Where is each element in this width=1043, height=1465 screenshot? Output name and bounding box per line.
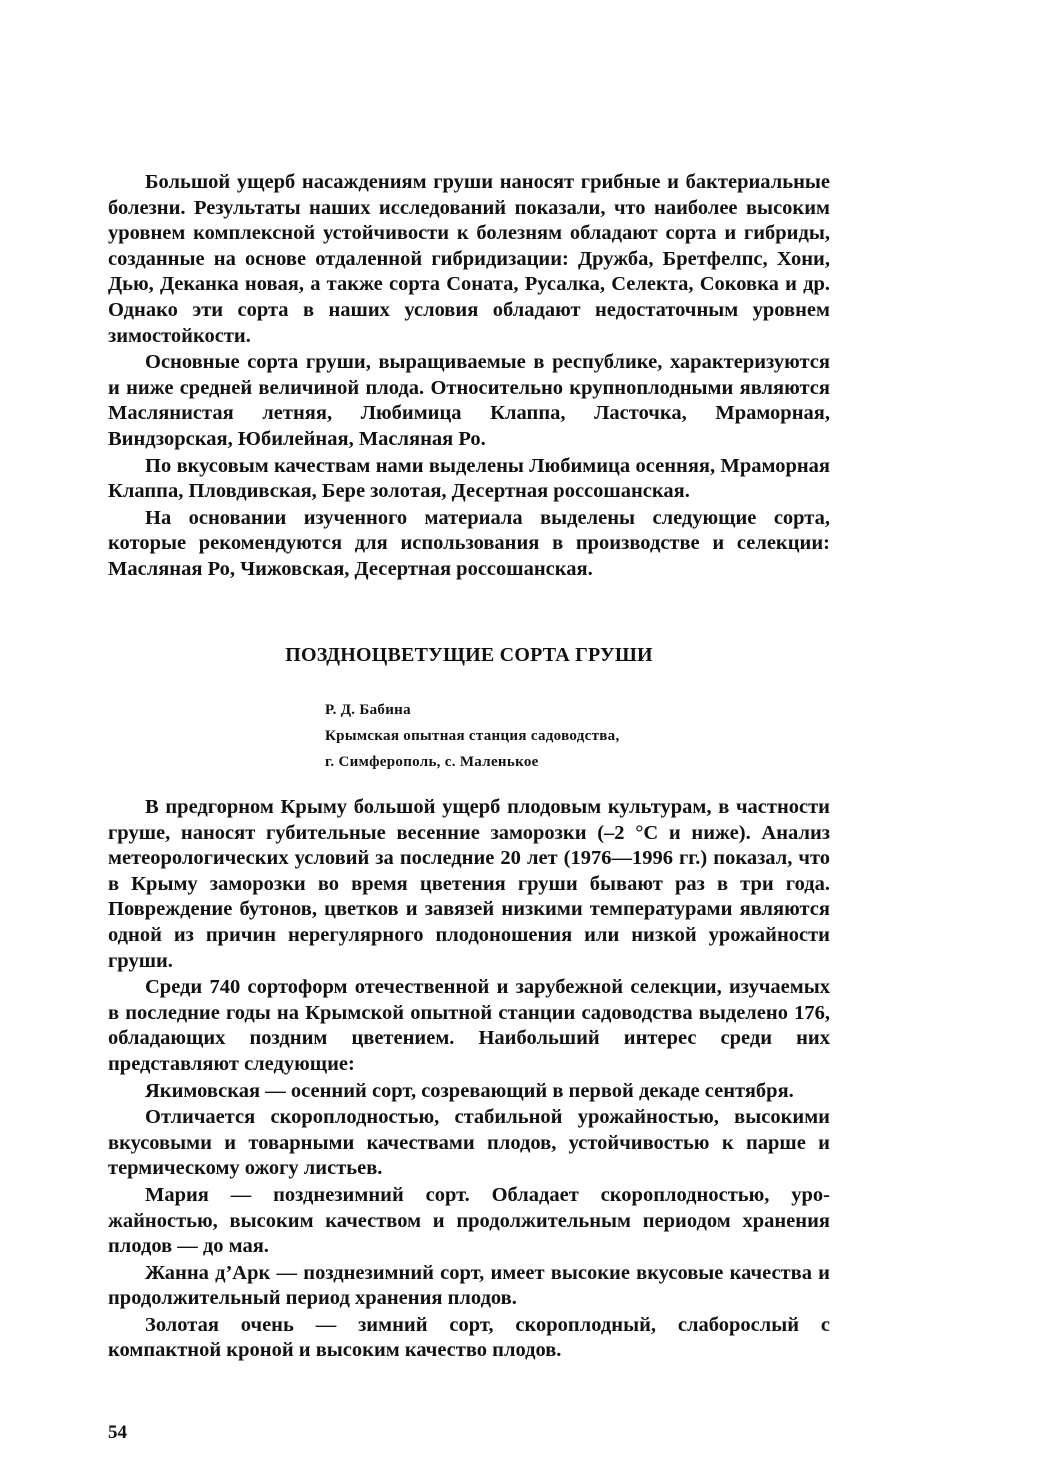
- paragraph: В предгорном Крыму большой ущерб плодовым культурам, в частности груше, наносят губительные весенние заморозки (–2 °С и ниже). Анализ метеорологических условий за последние 20 лет (1976—1996 гг.) показал, что в Крыму заморозки во время цветения груши бывают раз в три года. Повреждение бутонов, цветков и завязей низкими температурами являются одной из причин нерегулярного плодоношения или низкой урожайности груши.: [108, 796, 830, 972]
- paragraph: Среди 740 сортоформ отечественной и зарубежной селекции, изучаемых в последние годы на Крымской опытной станции садоводства выделено 176, обладающих поздним цветением. Наибольший интерес среди них представляют следующие:: [108, 976, 830, 1075]
- paragraph: На основании изученного материала выделены следующие сорта, которые рекомендуются для использования в производстве и селекции: Масляная Ро, Чижовская, Десертная россошанская.: [108, 506, 830, 580]
- paragraph: Жанна д’Арк — позднезимний сорт, имеет высокие вкусовые качества и продолжительный период хранения плодов.: [108, 1261, 830, 1310]
- author-name: Р. Д. Бабина: [325, 702, 411, 718]
- paragraph: Якимовская — осенний сорт, созревающий в первой декаде сентября.: [145, 1079, 794, 1102]
- paragraph: По вкусовым качествам нами выделены Любимица осенняя, Мраморная Клаппа, Пловдивская, Бере золотая, Десертная россошанская.: [108, 454, 830, 503]
- article-body: [108, 795, 830, 1365]
- author-location: г. Симферополь, с. Маленькое: [325, 754, 539, 770]
- paragraph: Золотая очень — зимний сорт, скороплодный, слаборослый с компактной кроной и высоким качество плодов.: [108, 1313, 830, 1362]
- paragraph: Основные сорта груши, выращиваемые в республике, характеризуются и ниже средней величиной плода. Относительно крупноплодными являются Маслянистая летняя, Любимица Клаппа, Ласточка, Мраморная, Виндзорская, Юбилейная, Масляная Ро.: [108, 351, 830, 450]
- author-byline: [325, 697, 620, 775]
- paragraph: Отличается скороплодностью, стабильной урожайностью, высокими вкусовыми и товарными качествами плодов, устойчивостью к парше и термическому ожогу листьев.: [108, 1106, 830, 1180]
- intro-text-block: [108, 170, 830, 584]
- paragraph: Мария — позднезимний сорт. Обладает скороплодностью, урожайностью, высоким качеством и продолжительным периодом хранения плодов — до мая.: [108, 1183, 830, 1258]
- author-affiliation: Крымская опытная станция садоводства,: [325, 728, 620, 744]
- paragraph: Большой ущерб насаждениям груши наносят грибные и бактериальные болезни. Результаты наших исследований показали, что наиболее высоким уровнем комплексной устойчивости к болезням обладают сорта и гибриды, созданные на основе отдаленной гибридизации: Дружба, Бретфелпс, Хони, Дью, Деканка новая, а также сорта Соната, Русалка, Селекта, Соковка и др. Однако эти сорта в наших условия обладают недостаточным уровнем зимостойкости.: [108, 171, 830, 347]
- article-title: ПОЗДНОЦВЕТУЩИЕ СОРТА ГРУШИ: [285, 644, 653, 666]
- page-number: 54: [108, 1422, 127, 1443]
